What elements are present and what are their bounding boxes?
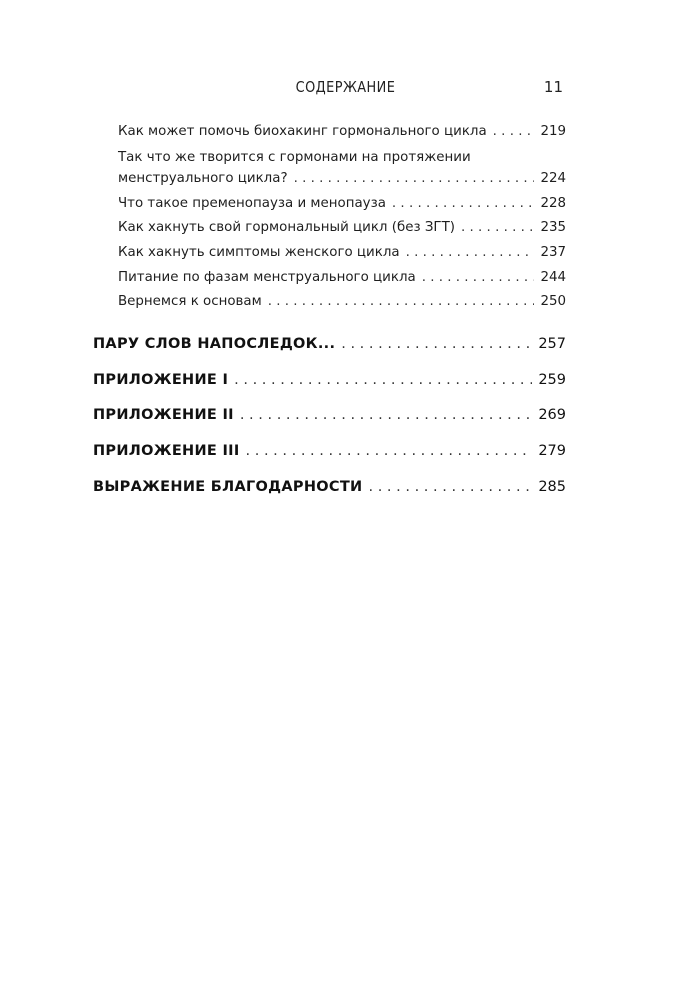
toc-entry-title: Как хакнуть свой гормональный цикл (без ЗГТ) bbox=[118, 220, 456, 235]
toc-entry-page: 250 bbox=[540, 294, 566, 309]
dot-leader bbox=[461, 220, 534, 235]
dot-leader bbox=[422, 270, 535, 285]
running-head bbox=[0, 78, 691, 100]
toc-section-page: 269 bbox=[538, 407, 566, 423]
dot-leader bbox=[341, 336, 532, 352]
toc-section bbox=[93, 479, 566, 495]
toc-section-page: 257 bbox=[538, 336, 566, 352]
toc-section-title: ПАРУ СЛОВ НАПОСЛЕДОК... bbox=[93, 336, 336, 352]
toc-entry-title: менструального цикла? bbox=[118, 171, 288, 186]
toc-section-title: ВЫРАЖЕНИЕ БЛАГОДАРНОСТИ bbox=[93, 479, 363, 495]
toc-entry-page: 237 bbox=[540, 245, 566, 260]
toc-section bbox=[93, 372, 566, 388]
dot-leader bbox=[493, 124, 535, 139]
toc-entry bbox=[118, 196, 566, 211]
toc-entry bbox=[118, 171, 566, 186]
toc-entry-page: 224 bbox=[540, 171, 566, 186]
toc-entry bbox=[118, 294, 566, 309]
toc-entry-page: 219 bbox=[540, 124, 566, 139]
toc-section-page: 279 bbox=[538, 443, 566, 459]
toc-section-page: 285 bbox=[538, 479, 566, 495]
toc-entry bbox=[118, 220, 566, 235]
dot-leader bbox=[246, 443, 533, 459]
toc-entry-page: 228 bbox=[540, 196, 566, 211]
dot-leader bbox=[240, 407, 532, 423]
toc-entry-page: 235 bbox=[540, 220, 566, 235]
dot-leader bbox=[392, 196, 535, 211]
toc-entry-page: 244 bbox=[540, 270, 566, 285]
toc-entry-title: Что такое пременопауза и менопауза bbox=[118, 196, 386, 211]
dot-leader bbox=[368, 479, 532, 495]
toc-section-title: ПРИЛОЖЕНИЕ II bbox=[93, 407, 234, 423]
toc-entry-title: Как может помочь биохакинг гормонального цикла bbox=[118, 124, 487, 139]
page-number: 11 bbox=[543, 78, 563, 96]
toc-entry bbox=[118, 124, 566, 139]
toc-entry-title: Питание по фазам менструального цикла bbox=[118, 270, 416, 285]
toc-section bbox=[93, 407, 566, 423]
toc-entry-title-line1: Так что же творится с гормонами на протяжении bbox=[118, 150, 471, 165]
toc-section-title: ПРИЛОЖЕНИЕ I bbox=[93, 372, 229, 388]
toc-section-page: 259 bbox=[538, 372, 566, 388]
toc-entry bbox=[118, 245, 566, 260]
toc-section bbox=[93, 443, 566, 459]
running-title: СОДЕРЖАНИЕ bbox=[295, 78, 396, 96]
dot-leader bbox=[268, 294, 535, 309]
dot-leader bbox=[406, 245, 535, 260]
toc-entry-title: Как хакнуть симптомы женского цикла bbox=[118, 245, 400, 260]
toc-entry-title: Вернемся к основам bbox=[118, 294, 262, 309]
dot-leader bbox=[234, 372, 532, 388]
toc-section bbox=[93, 336, 566, 352]
toc-entry bbox=[118, 270, 566, 285]
dot-leader bbox=[294, 171, 535, 186]
toc-section-title: ПРИЛОЖЕНИЕ III bbox=[93, 443, 240, 459]
